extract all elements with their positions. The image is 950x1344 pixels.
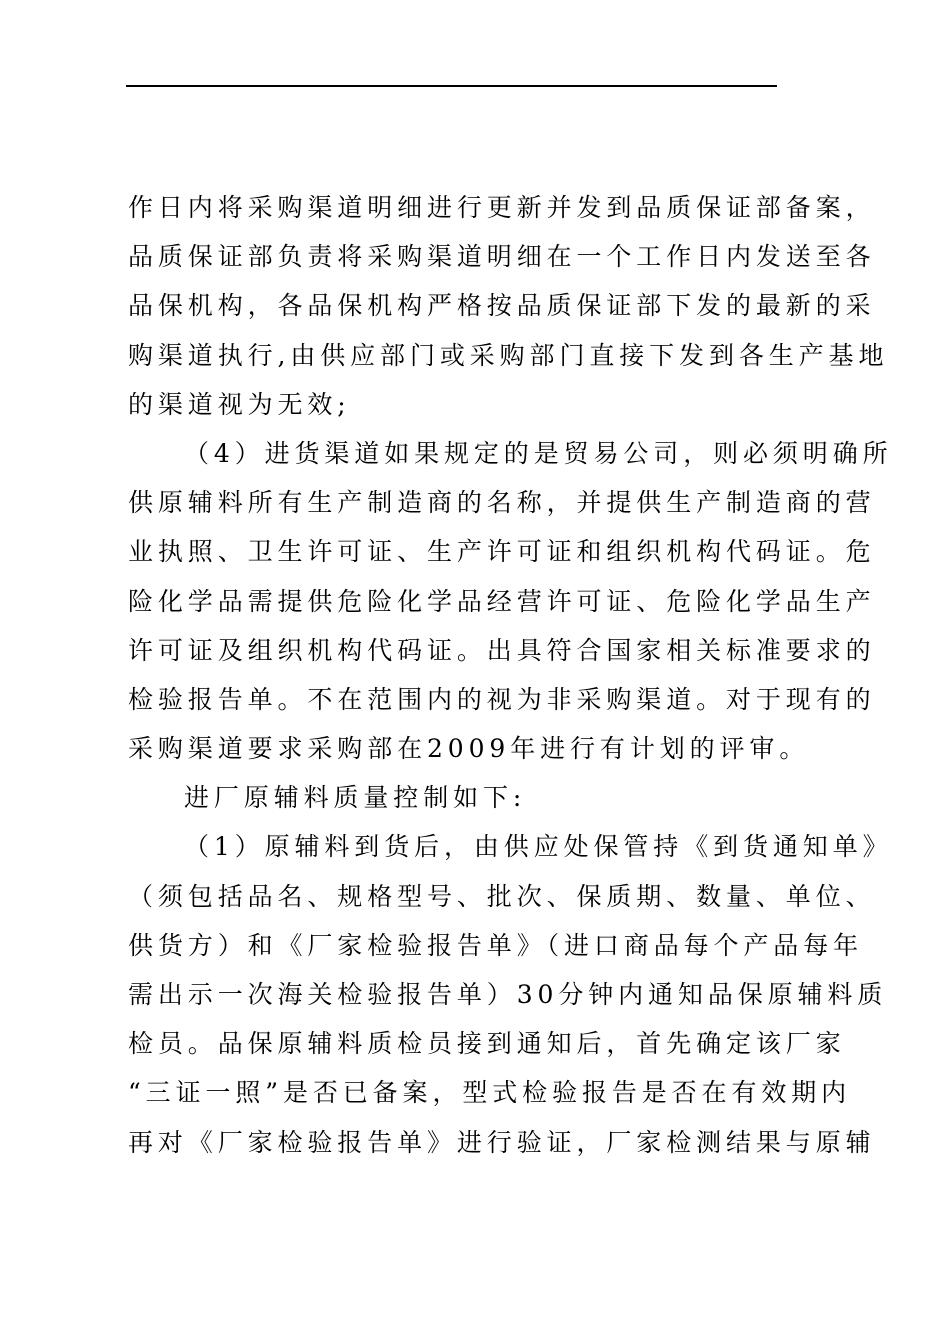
text-line: 的渠道视为无效; [128, 389, 351, 419]
paragraph-start-line: 进厂原辅料质量控制如下: [184, 783, 527, 813]
paragraph-start-line: （4）进货渠道如果规定的是贸易公司，则必须明确所 [184, 438, 893, 468]
text-line: 许可证及组织机构代码证。出具符合国家相关标准要求的 [128, 635, 876, 665]
paragraph-start-line: （1）原辅料到货后，由供应处保管持《到货通知单》 [184, 832, 893, 862]
text-line: 检员。品保原辅料质检员接到通知后，首先确定该厂家 [128, 1029, 846, 1059]
text-line: 品质保证部负责将采购渠道明细在一个工作日内发送至各 [128, 242, 876, 272]
text-line: （须包括品名、规格型号、批次、保质期、数量、单位、 [128, 881, 876, 911]
text-line: “三证一照”是否已备案，型式检验报告是否在有效期内 [128, 1078, 852, 1108]
text-line: 作日内将采购渠道明细进行更新并发到品质保证部备案， [128, 193, 876, 222]
text-line: 业执照、卫生许可证、生产许可证和组织机构代码证。危 [128, 537, 876, 567]
text-line: 采购渠道要求采购部在2009年进行有计划的评审。 [128, 734, 810, 764]
text-line: 再对《厂家检验报告单》进行验证，厂家检测结果与原辅 [128, 1127, 876, 1157]
text-line: 险化学品需提供危险化学品经营许可证、危险化学品生产 [128, 586, 876, 616]
header-rule [126, 85, 777, 87]
body-text [128, 183, 893, 1167]
text-line: 品保机构，各品保机构严格按品质保证部下发的最新的采 [128, 291, 876, 321]
text-line: 检验报告单。不在范围内的视为非采购渠道。对于现有的 [128, 684, 876, 714]
text-line: 供货方）和《厂家检验报告单》（进口商品每个产品每年 [128, 930, 864, 960]
text-line: 供原辅料所有生产制造商的名称，并提供生产制造商的营 [128, 488, 876, 518]
text-line: 购渠道执行,由供应部门或采购部门直接下发到各生产基地 [128, 340, 889, 370]
text-line: 需出示一次海关检验报告单）30分钟内通知品保原辅料质 [128, 980, 888, 1009]
